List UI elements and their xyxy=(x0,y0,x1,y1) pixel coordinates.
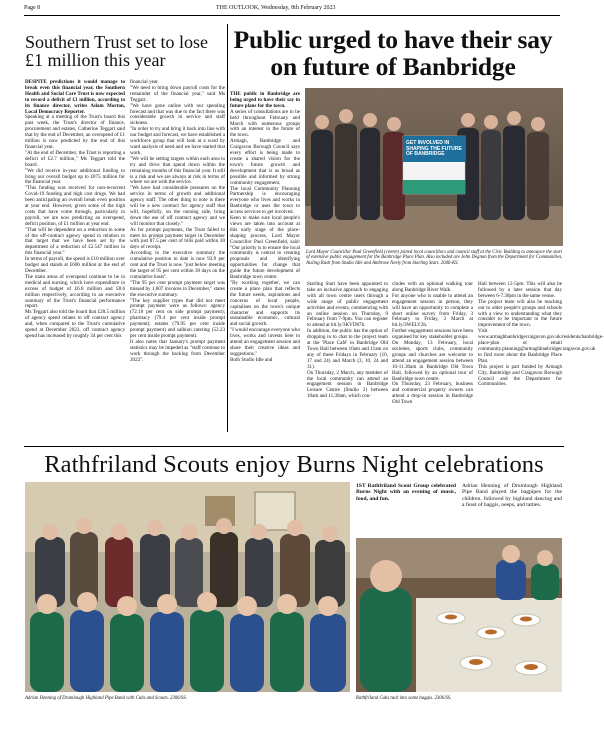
trust-column-1 xyxy=(25,80,125,425)
paragraph: "We will be setting targets within each area to try and drive that spend down within the remaining months of this financial year. It still is a risk and we are always at risk in terms of where we are with the service. xyxy=(130,155,225,186)
paragraph: Hall between 12-5pm. This will also be followed by a later session that day between 6-7.30pm in the same venue. xyxy=(478,281,562,299)
public-headline: Public urged to have their say on future of Banbridge xyxy=(233,25,553,81)
paragraph: "We have had considerable pressures on the service in terms of growth and additional agency staff. The other thing to note is there will be a new contract for agency staff that will, hopefully, on the nursing side, bring down the use of off contract agency and we will monitor that closely." xyxy=(130,185,225,227)
paragraph: "We did receive in-year additional funding to bring our overall budget up to £875 million for the financial year. xyxy=(25,167,125,186)
paragraph: In terms of payroll, the spend is £10 million over budget and stands at £606 million at the end of December. xyxy=(25,256,125,274)
paragraph: "We need to bring down payroll costs for the remainder of the financial year," said Ms Teggart. xyxy=(130,84,225,103)
cubs-haggis-photo xyxy=(356,538,562,692)
scouts-photo-caption: Adrian Henning of Drumlough Highland Pipe Band with Cubs and Scouts. 2306/SS. xyxy=(25,696,187,701)
paragraph: On Monday, 13 February, local societies, sports clubs, community groups and churches are welcome to attend an engagement session between 10-11.30am in Banbridge Old Town Hall, followed by an optional tour of Banbridge town centre. xyxy=(392,340,473,382)
paragraph: On Thursday, 23 February, business and commercial property owners can attend a drop-in session in Banbridge Old Town xyxy=(392,381,473,406)
paragraph: "By working together, we can create a place plan that reflects the future needs, aspirations and concerns of local people, capitalises on the town's unique character and supports its sustainable economic, cultural and social growth. xyxy=(230,280,300,328)
masthead: THE OUTLOOK, Wednesday, 8th February 2023 xyxy=(216,5,336,11)
paragraph: According to the executive summary the cumulative position to date is now 93.9 per cent and the Trust is now "just below meeting the target of 95 per cent within 30 days on the cumulative basis". xyxy=(130,250,225,280)
paragraph: "In order to try and bring it back into line with our budget and forecast, we have established a workforce group that will look at a ward by ward analysis of need and we have started that work. xyxy=(130,126,225,156)
paragraph: "This funding was received for non-recurrent Covid-19 funding and high cost drugs. We had been anticipating an overall break even position at year end. However, given some of the high costs that have come through, particularly in payroll, we are now predicting an overspend, deficit position, of £1 million at year end. xyxy=(25,185,125,227)
paragraph: The main areas of overspend continue to be in medical and nursing, which have expenditure in excess of budget of £6.8 million and £8.6 million respectively, according to an executive summary of the Trust's financial performance report. xyxy=(25,273,125,310)
column-divider xyxy=(227,24,228,432)
paragraph: "We have gone online with our spending forecast and that was due to the fact there was considerable growth in service and staff sickness. xyxy=(130,102,225,127)
trust-headline: Southern Trust set to lose £1 million this year xyxy=(25,32,209,70)
group-photo-caption: Lord Mayor Councillor Paul Greenfield (centre) joined local councillors and council staff at the Civic Building to announce the start of extensive public engagement for the Banbridge Place Plan. Also included are John Degnan from the Department for Communities, Aisling Rush from Studio Idle and Ambrose Neely from Starling Start. 2046-KS. xyxy=(306,250,563,266)
public-column-2 xyxy=(307,282,388,432)
page-header xyxy=(24,4,560,16)
section-divider xyxy=(24,446,564,447)
paragraph: "The key supplier types that did not meet prompt payment were as follows: agency (72.18 per cent on side prompt payment); pharmacy (79.4 per cent inside prompt payment); estates (79.95 per cent inside prompt payment) and salbion catering (52.23 per cent inside prompt payment). xyxy=(130,297,225,339)
paragraph: Keen to make sure local people's views are taken into account at this early stage of the place-shaping process, Lord Mayor Councillor Paul Greenfield, said: "Our priority is to ensure the local community is central to creating proposals and identifying opportunities for change that guide the future development of Banbridge town centre. xyxy=(230,215,300,281)
paragraph: As for prompt payments, the Trust failed to meet its prompt payment target in December with just 87.5 per cent of bills paid within 30 days of receipt. xyxy=(130,226,225,251)
paragraph: financial year. xyxy=(130,79,159,85)
paragraph: "That will be dependent on a reduction in some of the off-contract agency spend in relation to that target that we have been set by the department of a reduction of £2.547 million in this financial year." xyxy=(25,226,125,257)
trust-lead: DESPITE predictions it would manage to break even this financial year, the Southern Health and Social Care Trust is now expected to record a deficit of £1 million, according to its finance director, writes Adam Morton, Local Democracy Reporter. xyxy=(25,79,125,115)
paragraph: "At the end of December, the Trust is reporting a deficit of £2.7 million," Ms Teggart told the board. xyxy=(25,149,125,168)
trust-column-2 xyxy=(130,80,225,425)
public-lead: THE public in Banbridge are being urged to have their say in future plans for the town. xyxy=(230,91,300,109)
paragraph: For anyone who is unable to attend an engagement session in person, they will have an opportunity to complete a short online survey from Friday, 3 February to Friday, 3 March at bit.ly/3WELV2h. xyxy=(392,292,473,329)
paragraph: Visit www.armaghbanbridgecraigavon.gov.uk/residents/banbridge-place-plan or email community.planning@armaghbanbridgecraigavon.gov.uk to find more about the Banbridge Place Plan. xyxy=(478,328,604,364)
paragraph: "The 95 per cent prompt payment target was missed by 1,607 invoices in December," states the executive summary. xyxy=(130,279,225,298)
paragraph: This project is part funded by Armagh City, Banbridge and Craigavon Borough Council and the Department for Communities. xyxy=(478,363,562,388)
public-column-4 xyxy=(478,281,604,432)
paragraph: Further engagement sessions have been organised for key stakeholder groups. xyxy=(392,328,473,341)
paragraph: cludes with an optional walking tour along Banbridge River Walk. xyxy=(392,281,473,293)
council-group-photo xyxy=(305,88,563,246)
scouts-lead: 1ST Rathfriland Scout Group celebrated Burns Night with an evening of music, food, and fun. xyxy=(356,483,456,502)
group-photo-image xyxy=(305,88,563,246)
public-column-1 xyxy=(230,92,300,432)
paragraph: On Thursday, 2 March, any member of the local community can attend an engagement session in Banbridge Leisure Centre (Studio 2) between 10am and 11.30am, which con- xyxy=(307,369,388,400)
paragraph: Both Studio Idle and xyxy=(230,356,273,363)
get-involved-sign: GET INVOLVED IN SHAPING THE FUTURE OF BANBRIDGE xyxy=(406,140,462,158)
page-number: Page 8 xyxy=(24,5,41,11)
scouts-group-photo xyxy=(25,482,350,692)
paragraph: Starling Start have been appointed to take an inclusive approach to engaging with all town centre users through a wide range of public engagement activities and events, commencing with an online session on Thursday, 9 February from 7-9pm. You can register to attend at bit.ly/3KVD87b. xyxy=(307,281,388,329)
haggis-photo-image xyxy=(356,538,562,692)
paragraph: Armagh, Banbridge and Craigavon Borough Council says every effort is being made to create a shared vision for the town's future growth and development that is as broad as possible and informed by strong community engagement. xyxy=(230,138,300,186)
scouts-headline: Rathfriland Scouts enjoy Burns Night celebrations xyxy=(44,451,544,478)
haggis-photo-caption: Rathfriland Cubs tuck into some haggis. 2306/SS. xyxy=(356,696,452,701)
paragraph: The project team will also be reaching out to older people's groups and schools with a view to understanding what they consider to be important to the future improvement of the town. xyxy=(478,298,562,329)
paragraph: In addition, the public has the option of dropping in to chat to the project team at the 'Place Café' in Banbridge Old Town Hall between 10am and 11am on any of these Fridays in February (10, 17 and 24) and March (3, 10, 24 and 31). xyxy=(307,328,388,370)
paragraph: Speaking at a meeting of the Trust's board this past week, the Trust's director of finance, procurement and estates, Catherine Teggart said that by the end of December, an overspend of £1 million is now predicted by the end of this financial year. xyxy=(25,114,125,150)
paragraph: A series of consultations are to be held throughout February and March with numerous groups with an interest in the future of the town. xyxy=(230,108,300,139)
paragraph: Adrian Henning of Drumlough Highland Pipe Band played the bagpipes for the children, followed by highland dancing and a feast of haggis, neeps, and tatties. xyxy=(462,483,562,509)
paragraph: The local Community Planning Partnership is encouraging everyone who lives and works in Banbridge or uses the town to access services to get involved. xyxy=(230,185,300,216)
scouts-column-2 xyxy=(462,483,562,533)
scouts-column-1 xyxy=(356,483,456,533)
paragraph: Ms Teggart also told the board that £28.5 million of agency spend relates to off contract agency and, when compared to the Trust's cumulative spend at December 2022, off contract agency spend has increased by roughly 34 per cent this xyxy=(25,309,125,339)
paragraph: It also notes that January's prompt payment statistics may be impeded as "staff continue to work through the backlog from December 2022". xyxy=(130,338,225,363)
paragraph: "I would encourage everyone who lives, works and invests here to attend an engagement session and share their creative ideas and suggestions." xyxy=(230,327,300,357)
scouts-photo-image xyxy=(25,482,350,692)
public-column-3 xyxy=(392,282,473,432)
